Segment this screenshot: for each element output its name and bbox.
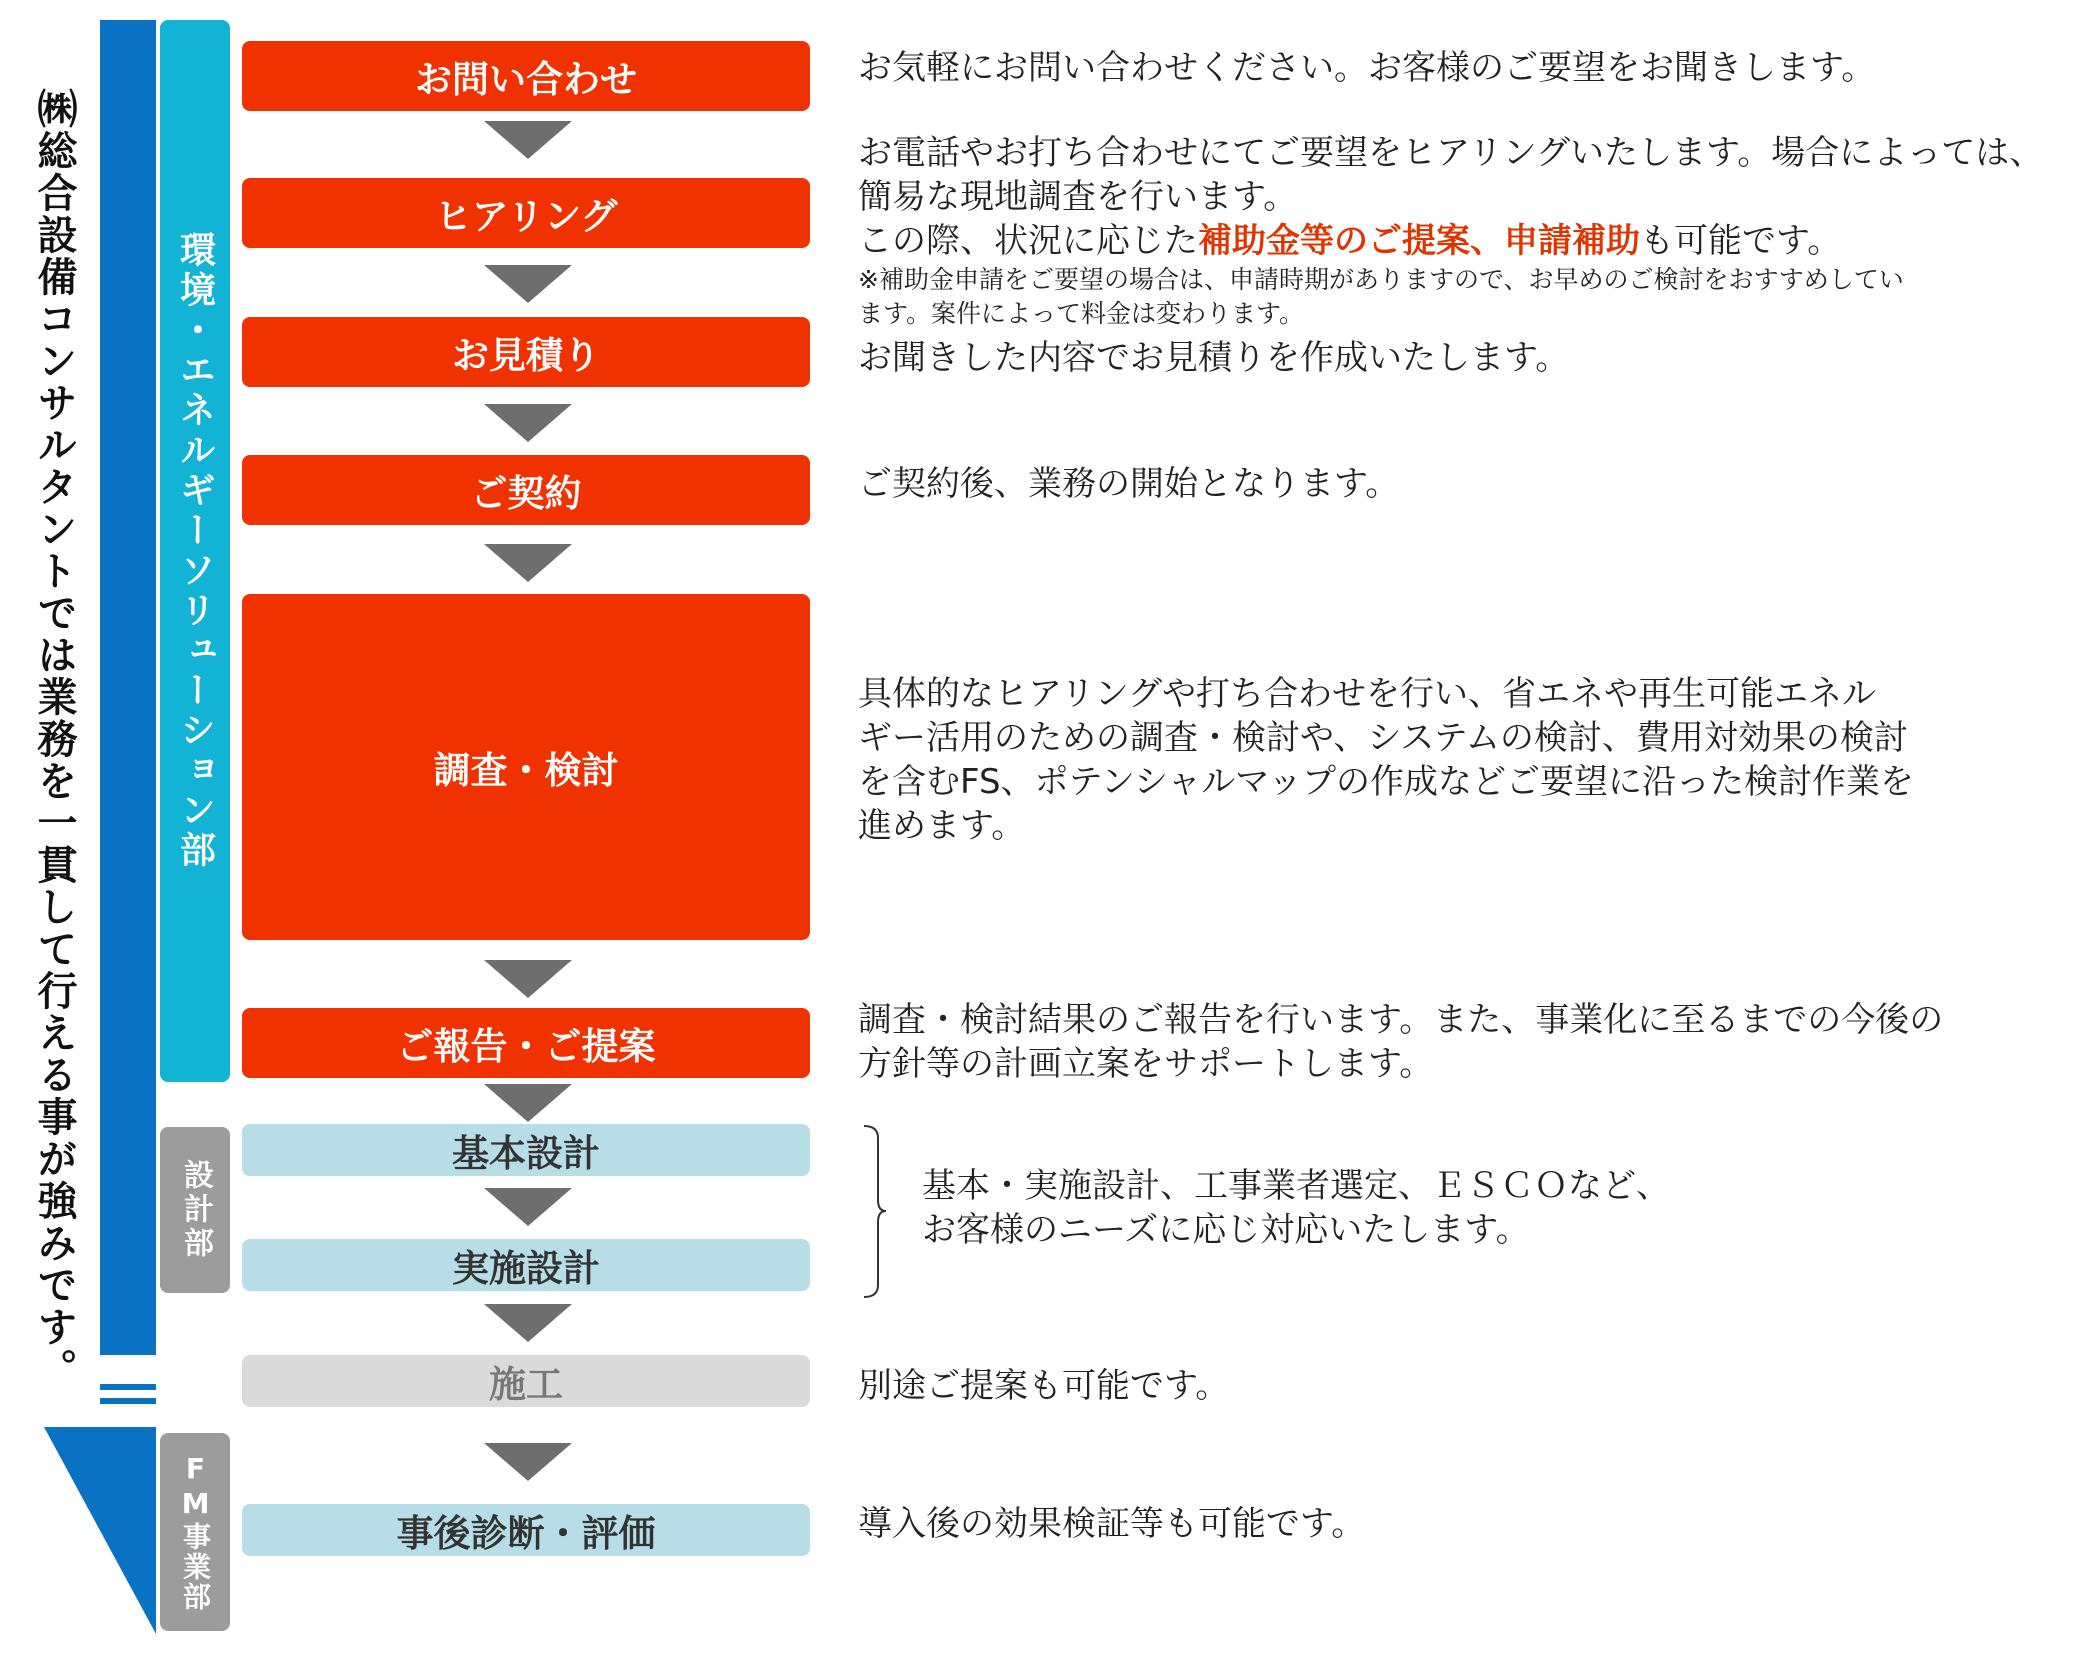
desc-hearing-post: も可能です。 <box>1640 221 1842 261</box>
desc-hearing-note: ※補助金申請をご要望の場合は、申請時期がありますので、お早めのご検討をおすすめしてい <box>858 265 1904 294</box>
step-basic-design <box>242 1124 810 1176</box>
down-triangle-icon <box>484 1443 572 1481</box>
flow-arrow-head <box>44 1427 158 1634</box>
desc-inquiry <box>858 46 2058 90</box>
dept-fm <box>160 1433 230 1631</box>
bracket-icon <box>862 1124 886 1299</box>
desc-hearing-pre: この際、状況に応じた <box>858 221 1198 261</box>
company-strength-caption: ㈱総合設備コンサルタントでは業務を一貫して行える事が強みです。 <box>31 88 77 1390</box>
desc-hearing-note: ます。案件によって料金は変わります。 <box>858 299 1305 328</box>
desc-evaluation-text: 導入後の効果検証等も可能です。 <box>858 1504 1366 1544</box>
desc-survey <box>858 672 2058 848</box>
step-estimate-label: お見積り <box>452 334 600 377</box>
desc-inquiry-text: お気軽にお問い合わせください。お客様のご要望をお聞きします。 <box>858 48 1876 88</box>
step-construction-label: 施工 <box>489 1363 563 1406</box>
step-survey-label: 調査・検討 <box>433 749 619 792</box>
down-triangle-icon <box>484 1084 572 1122</box>
desc-construction-text: 別途ご提案も可能です。 <box>858 1366 1230 1406</box>
down-triangle-icon <box>484 1188 572 1226</box>
desc-report-line: 調査・検討結果のご報告を行います。また、事業化に至るまでの今後の <box>858 1000 1944 1040</box>
desc-survey-line: を含むFS、ポテンシャルマップの作成などご要望に沿った検討作業を <box>858 762 1914 802</box>
desc-contract-text: ご契約後、業務の開始となります。 <box>858 464 1400 504</box>
step-detail-design-label: 実施設計 <box>452 1247 600 1290</box>
step-inquiry <box>242 41 810 111</box>
flow-arrow-gap-1 <box>100 1366 156 1373</box>
step-contract-label: ご契約 <box>470 472 582 515</box>
step-hearing-label: ヒアリング <box>434 195 618 238</box>
dept-environment-energy <box>160 20 230 1082</box>
flow-arrow-stripe <box>100 1384 156 1390</box>
desc-evaluation <box>858 1502 2058 1546</box>
dept-environment-energy-label: 環境・エネルギーソリューション部 <box>174 231 216 871</box>
step-inquiry-label: お問い合わせ <box>415 58 637 101</box>
step-construction <box>242 1355 810 1407</box>
desc-hearing-highlight: 補助金等のご提案、申請補助 <box>1198 221 1640 261</box>
step-report <box>242 1008 810 1078</box>
step-contract <box>242 455 810 525</box>
desc-design-line: 基本・実施設計、工事業者選定、ＥＳＣＯなど、 <box>922 1166 1670 1206</box>
down-triangle-icon <box>484 544 572 582</box>
down-triangle-icon <box>484 265 572 303</box>
desc-estimate <box>858 336 2058 380</box>
desc-contract <box>858 462 2058 506</box>
dept-fm-label: FM事業部 <box>179 1452 212 1612</box>
desc-hearing-line <box>858 219 2058 263</box>
desc-report-line: 方針等の計画立案をサポートします。 <box>858 1044 1434 1084</box>
down-triangle-icon <box>484 404 572 442</box>
step-detail-design <box>242 1239 810 1291</box>
desc-survey-line: 進めます。 <box>858 806 1026 846</box>
down-triangle-icon <box>484 121 572 159</box>
flow-arrow-stripe-2 <box>100 1398 156 1404</box>
desc-estimate-text: お聞きした内容でお見積りを作成いたします。 <box>858 338 1570 378</box>
desc-survey-line: ギー活用のための調査・検討や、システムの検討、費用対効果の検討 <box>858 718 1908 758</box>
dept-design-label: 設計部 <box>178 1159 213 1261</box>
down-triangle-icon <box>484 960 572 998</box>
desc-construction <box>858 1364 2058 1408</box>
desc-report <box>858 998 2058 1086</box>
desc-hearing-line: お電話やお打ち合わせにてご要望をヒアリングいたします。場合によっては、 <box>858 133 2044 173</box>
step-hearing <box>242 178 810 248</box>
desc-design-line: お客様のニーズに応じ対応いたします。 <box>922 1210 1530 1250</box>
desc-survey-line: 具体的なヒアリングや打ち合わせを行い、省エネや再生可能エネル <box>858 674 1876 714</box>
step-evaluation-label: 事後診断・評価 <box>396 1512 656 1555</box>
flow-arrow-shaft <box>100 20 156 1355</box>
step-basic-design-label: 基本設計 <box>452 1132 600 1175</box>
step-evaluation <box>242 1504 810 1556</box>
down-triangle-icon <box>484 1304 572 1342</box>
desc-design <box>922 1164 2022 1252</box>
step-estimate <box>242 317 810 387</box>
dept-design <box>160 1127 230 1293</box>
desc-hearing-line: 簡易な現地調査を行います。 <box>858 177 1298 217</box>
desc-hearing <box>858 131 2058 331</box>
step-report-label: ご報告・ご提案 <box>396 1025 656 1068</box>
step-survey <box>242 594 810 940</box>
